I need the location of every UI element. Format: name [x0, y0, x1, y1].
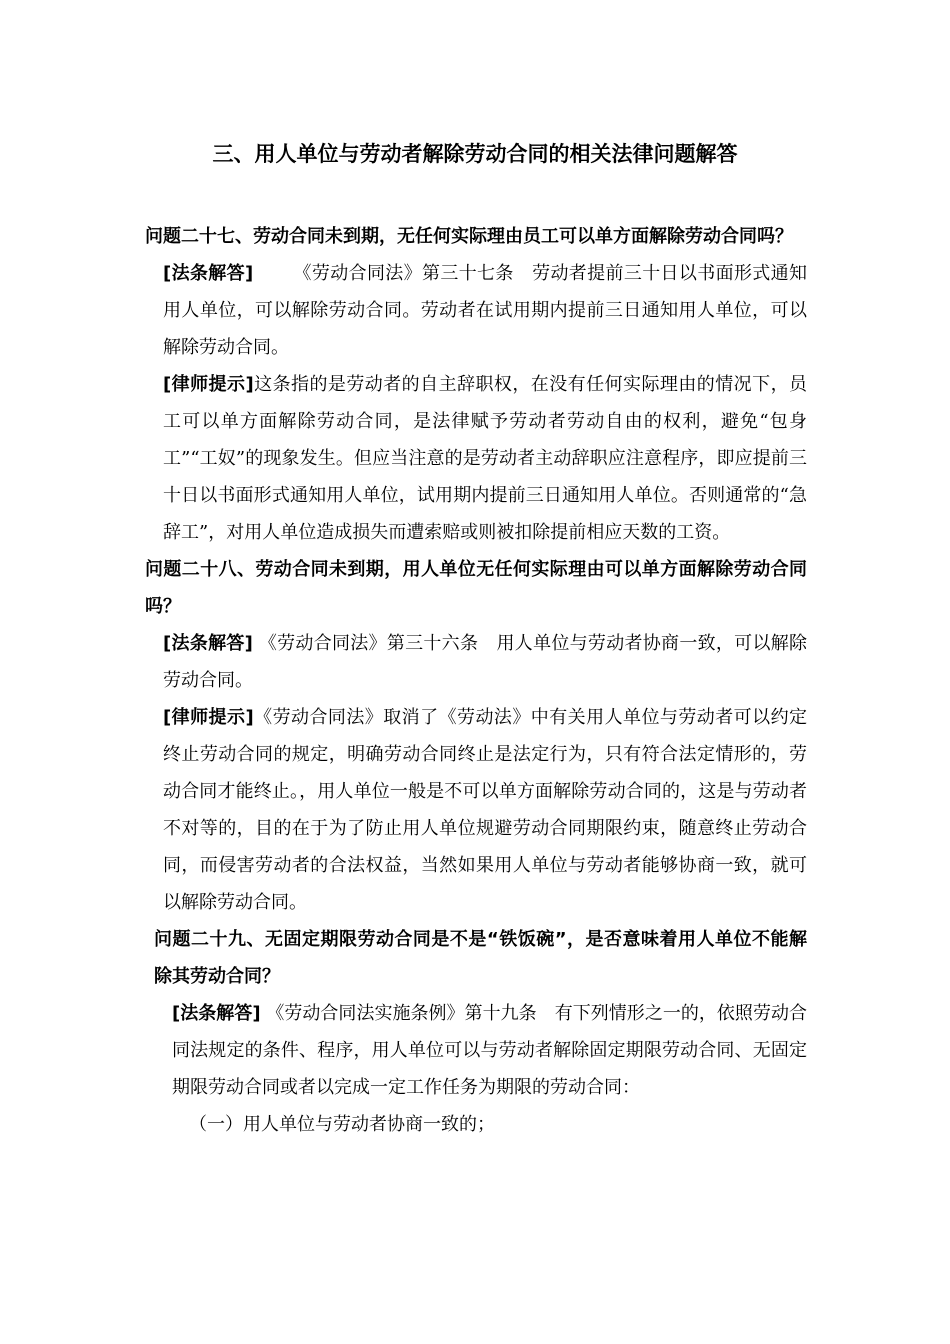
law-answer-29	[145, 995, 807, 1106]
lawyer-tip-28	[145, 699, 807, 921]
list-item-1: （一）用人单位与劳动者协商一致的；	[189, 1114, 495, 1135]
lawyer-tip-27	[145, 366, 807, 551]
lawyer-tip-text: 《劳动合同法》取消了《劳动法》中有关用人单位与劳动者可以约定终止劳动合同的规定，明确劳动合同终止是法定行为，只有符合法定情形的，劳动合同才能终止。，用人单位一般是不可以单方面解除劳动合同的，这是与劳动者不对等的，目的在于为了防止用人单位规避劳动合同期限约束，随意终止劳动合同，而侵害劳动者的合法权益，当然如果用人单位与劳动者能够协商一致，就可以解除劳动合同。	[163, 707, 808, 913]
law-answer-tag: [法条解答]	[172, 1003, 261, 1024]
law-answer-text: 《劳动合同法》第三十七条 劳动者提前三十日以书面形式通知用人单位，可以解除劳动合同。劳动者在试用期内提前三日通知用人单位，可以解除劳动合同。	[163, 263, 807, 358]
document-body	[145, 218, 807, 1143]
law-answer-tag: [法条解答]	[163, 263, 254, 284]
lawyer-tip-tag: [律师提示]	[163, 374, 254, 395]
law-answer-27	[145, 255, 807, 366]
lawyer-tip-tag: [律师提示]	[163, 707, 254, 728]
law-answer-28	[145, 625, 807, 699]
lawyer-tip-text: 这条指的是劳动者的自主辞职权，在没有任何实际理由的情况下，员工可以单方面解除劳动合同，是法律赋予劳动者劳动自由的权利，避免“包身工”“工奴”的现象发生。但应当注意的是劳动者主动辞职应注意程序，即应提前三十日以书面形式通知用人单位，试用期内提前三日通知用人单位。否则通常的“急辞工”，对用人单位造成损失而遭索赔或则被扣除提前相应天数的工资。	[163, 374, 808, 543]
law-answer-text: 《劳动合同法实施条例》第十九条 有下列情形之一的，依照劳动合同法规定的条件、程序，用人单位可以与劳动者解除固定期限劳动合同、无固定期限劳动合同或者以完成一定工作任务为期限的劳动合同：	[172, 1003, 807, 1098]
law-answer-tag: [法条解答]	[163, 633, 253, 654]
law-answer-text: 《劳动合同法》第三十六条 用人单位与劳动者协商一致，可以解除劳动合同。	[163, 633, 808, 691]
question-28: 问题二十八、劳动合同未到期，用人单位无任何实际理由可以单方面解除劳动合同吗？	[145, 559, 807, 617]
question-29: 问题二十九、无固定期限劳动合同是不是“铁饭碗”，是否意味着用人单位不能解除其劳动合同？	[154, 929, 807, 987]
question-27: 问题二十七、劳动合同未到期，无任何实际理由员工可以单方面解除劳动合同吗？	[145, 226, 793, 247]
document-title: 三、用人单位与劳动者解除劳动合同的相关法律问题解答	[212, 142, 738, 166]
